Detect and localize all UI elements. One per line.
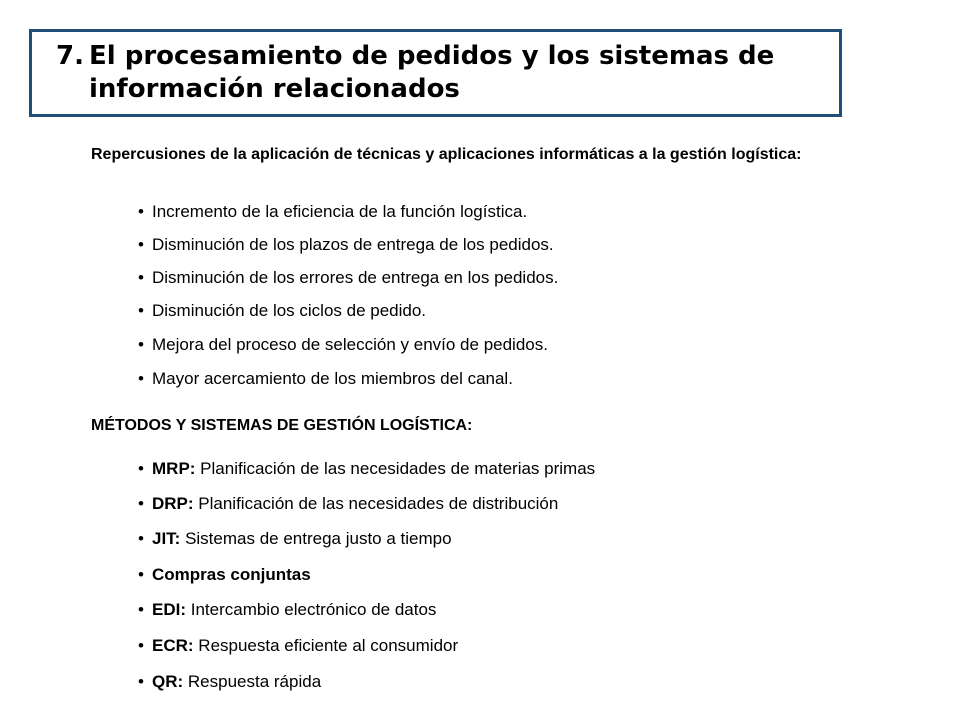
- slide-title: [56, 40, 816, 106]
- title-number: 7.: [56, 41, 84, 71]
- list-item: [138, 636, 458, 656]
- bullet-icon: •: [138, 636, 144, 655]
- list-item: • Disminución de los ciclos de pedido.: [138, 301, 427, 320]
- term-description: Planificación de las necesidades de distribución: [193, 494, 559, 513]
- term: Compras conjuntas: [152, 565, 311, 584]
- term-description: Respuesta rápida: [183, 672, 322, 691]
- term-description: Sistemas de entrega justo a tiempo: [180, 529, 452, 548]
- term: EDI:: [152, 600, 186, 619]
- bullet-icon: •: [138, 459, 144, 478]
- list-item: [138, 565, 311, 585]
- bullet-icon: •: [138, 369, 144, 388]
- metodos-heading: MÉTODOS Y SISTEMAS DE GESTIÓN LOGÍSTICA:: [91, 417, 473, 434]
- bullet-icon: •: [138, 335, 144, 354]
- bullet-icon: •: [138, 672, 144, 691]
- list-item: [138, 672, 321, 692]
- bullet-icon: •: [138, 600, 144, 619]
- term-description: Intercambio electrónico de datos: [186, 600, 437, 619]
- bullet-icon: •: [138, 235, 144, 254]
- title-line-1: El procesamiento de pedidos y los sistemas de: [89, 41, 775, 71]
- list-item: [138, 459, 595, 479]
- term: DRP:: [152, 494, 194, 513]
- list-item: • Disminución de los plazos de entrega de los pedidos.: [138, 235, 554, 254]
- title-line-2: información relacionados: [89, 74, 460, 104]
- term: QR:: [152, 672, 184, 691]
- bullet-icon: •: [138, 494, 144, 513]
- list-item: • Mayor acercamiento de los miembros del canal.: [138, 369, 513, 388]
- list-item: [138, 529, 452, 549]
- term: MRP:: [152, 459, 196, 478]
- bullet-icon: •: [138, 202, 144, 221]
- bullet-icon: •: [138, 529, 144, 548]
- term: JIT:: [152, 529, 181, 548]
- term-description: Planificación de las necesidades de materias primas: [195, 459, 596, 478]
- bullet-icon: •: [138, 268, 144, 287]
- term: ECR:: [152, 636, 194, 655]
- list-item: [138, 494, 558, 514]
- bullet-icon: •: [138, 565, 144, 584]
- intro-heading: Repercusiones de la aplicación de técnicas y aplicaciones informáticas a la gestión logística:: [91, 146, 802, 163]
- list-item: • Mejora del proceso de selección y envío de pedidos.: [138, 335, 548, 354]
- term-description: Respuesta eficiente al consumidor: [193, 636, 459, 655]
- bullet-icon: •: [138, 301, 144, 320]
- list-item: • Incremento de la eficiencia de la función logística.: [138, 202, 528, 221]
- list-item: [138, 600, 436, 620]
- list-item: • Disminución de los errores de entrega en los pedidos.: [138, 268, 559, 287]
